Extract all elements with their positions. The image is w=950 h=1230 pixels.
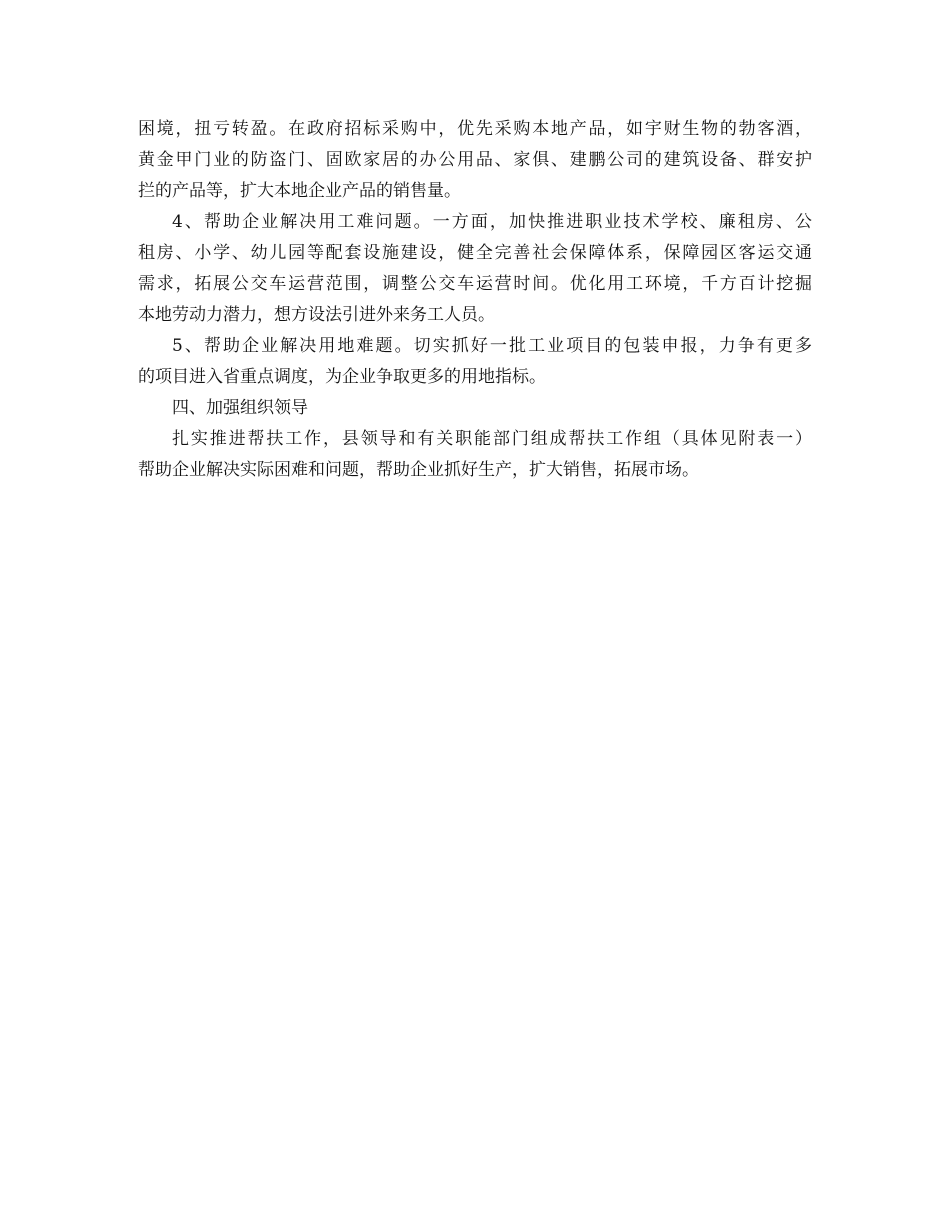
text-line: 本地劳动力潜力，想方设法引进外来务工人员。 — [138, 305, 495, 325]
section-heading: 四、加强组织领导 — [172, 398, 308, 418]
text-line: 需求，拓展公交车运营范围，调整公交车运营时间。优化用工环境，千方百计挖掘 — [138, 274, 812, 294]
text-line: 4、帮助企业解决用工难问题。一方面，加快推进职业技术学校、廉租房、公 — [172, 212, 812, 232]
text-line: 5、帮助企业解决用地难题。切实抓好一批工业项目的包装申报，力争有更多 — [172, 336, 812, 356]
text-line: 租房、小学、幼儿园等配套设施建设，健全完善社会保障体系，保障园区客运交通 — [138, 243, 812, 263]
text-line: 拦的产品等，扩大本地企业产品的销售量。 — [138, 181, 461, 201]
text-line: 扎实推进帮扶工作，县领导和有关职能部门组成帮扶工作组（具体见附表一） — [172, 429, 812, 449]
text-line: 的项目进入省重点调度，为企业争取更多的用地指标。 — [138, 367, 546, 387]
text-line: 黄金甲门业的防盗门、固欧家居的办公用品、家俱、建鹏公司的建筑设备、群安护 — [138, 150, 812, 170]
text-line: 困境，扭亏转盈。在政府招标采购中，优先采购本地产品，如宇财生物的勃客酒， — [138, 119, 812, 139]
text-line: 帮助企业解决实际困难和问题，帮助企业抓好生产，扩大销售，拓展市场。 — [138, 460, 699, 480]
document-body — [138, 114, 812, 486]
